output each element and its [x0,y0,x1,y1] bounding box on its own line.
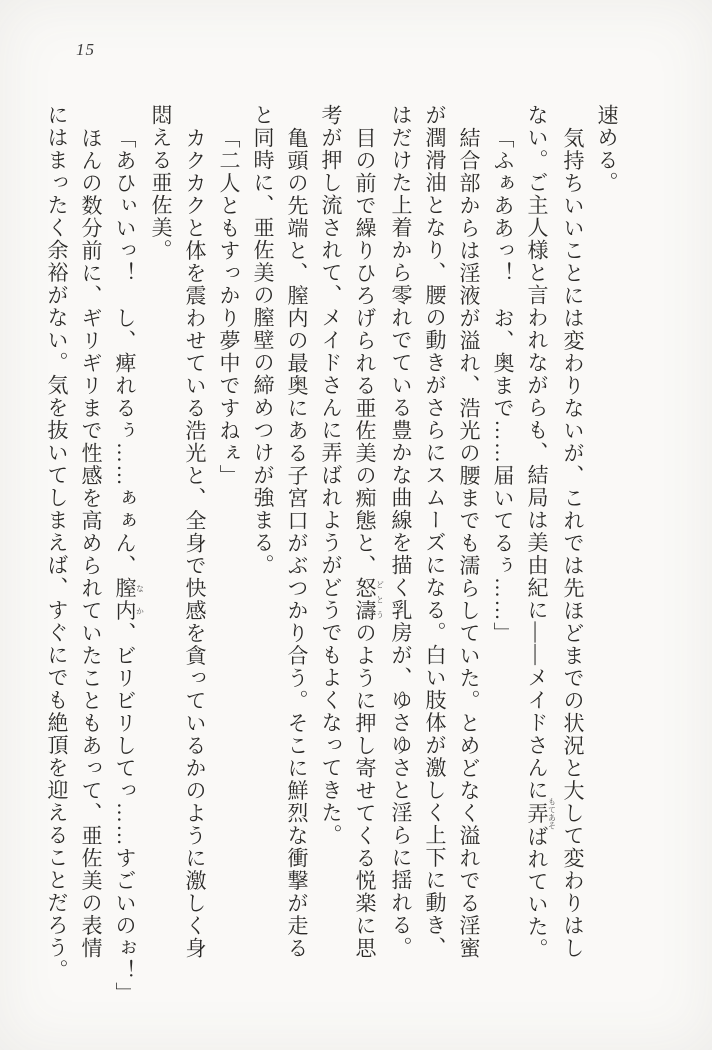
furigana-ruby: 弄もてあそ [525,797,557,830]
text-line: 「あひぃいっ！ し、痺れるぅ……ぁぁん、膣内なか、ビリビリしてっ……すごいのぉ！」 [113,127,145,1005]
furigana-ruby: 膣内なか [113,577,145,622]
text-line: と同時に、亜佐美の膣壁の締めつけが強まる。 [251,104,275,577]
text-line: ない。ご主人様と言われながらも、結局は美由紀に――メイドさんに弄もてあそばれていた。 [525,104,557,961]
text-line: カクカクと体を震わせている浩光と、全身で快感を貪っているかのように激しく身 [183,127,207,960]
text-line: 結合部からは淫液が溢れ、浩光の腰までも濡らしていた。とめどなく溢れでる淫蜜 [457,127,481,960]
text-line: が潤滑油となり、腰の動きがさらにスムーズになる。白い肢体が激しく上下に動き、 [423,104,447,959]
text-line: はだけた上着から零れでている豊かな曲線を描く乳房が、ゆさゆさと淫らに揺れる。 [389,104,413,959]
text-line: 気持ちいいことには変わりないが、これでは先ほどまでの状況と大して変わりはし [561,127,585,960]
text-line: 考が押し流されて、メイドさんに弄ばれようがどうでもよくなってきた。 [319,104,343,847]
text-line: 「二人ともすっかり夢中ですねぇ」 [217,127,241,487]
page-number: 15 [76,40,95,59]
text-line: 悶える亜佐美。 [149,104,173,262]
text-line: 「ふぁああっ！ お、奥まで……届いてるぅ……」 [491,127,515,645]
text-line: にはまったく余裕がない。気を抜いてしまえば、すぐにでも絶頂を迎えることだろう。 [45,104,69,982]
text-line: ほんの数分前に、ギリギリまで性感を高められていたこともあって、亜佐美の表情 [79,127,103,960]
text-line: 速める。 [595,104,619,194]
text-line: 目の前で繰りひろげられる亜佐美の痴態と、怒濤どとうのように押し寄せてくる悦楽に思 [353,127,385,960]
page-text [40,104,624,1019]
text-line: 亀頭の先端と、膣内の最奥にある子宮口がぶつかり合う。そこに鮮烈な衝撃が走る [285,127,309,960]
furigana-ruby: 怒濤どとう [353,577,385,622]
